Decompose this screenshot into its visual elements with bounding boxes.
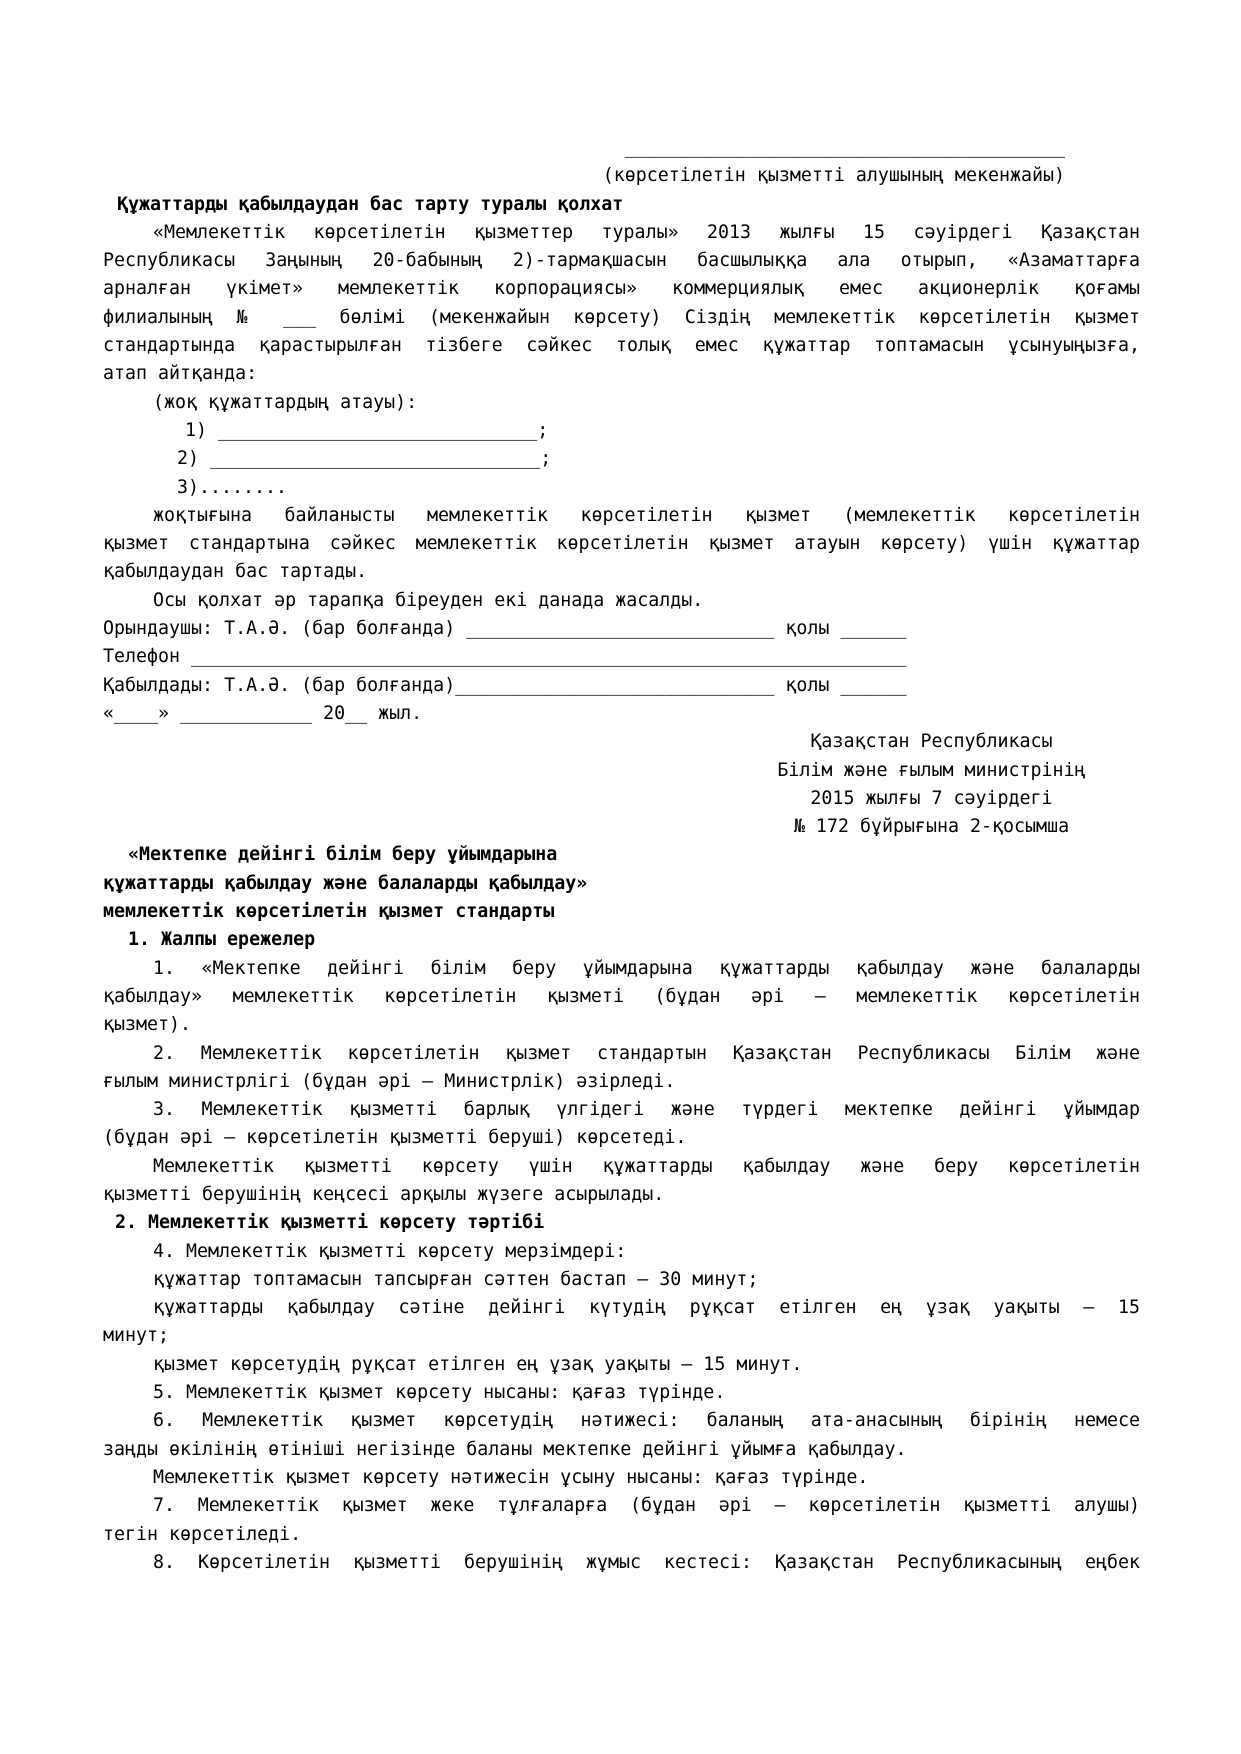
standard-title-line: мемлекеттік көрсетілетін қызмет стандарты	[103, 901, 555, 923]
clause-5-line: 5. Мемлекеттік қызмет көрсету нысаны: қағаз түрінде.	[153, 1382, 726, 1404]
refusal-paragraph-line: жоқтығына байланысты мемлекеттік көрсетілетін қызмет (мемлекеттік көрсетілетін	[153, 504, 1140, 526]
missing-doc-blank-2: 2) ______________________________;	[177, 448, 552, 470]
intro-paragraph-line: филиалының № ___ бөлімі (мекенжайын көрсету) Сіздің мемлекеттік көрсетілетін қызмет	[103, 306, 1140, 328]
intro-paragraph-line: стандартында қарастырылған тізбеге сәйкес толық емес құжаттар топтамасын ұсынуыңызға,	[103, 335, 1140, 357]
clause-8-line: 8. Көрсетілетін қызметті берушінің жұмыс кестесі: Қазақстан Республикасының еңбек	[153, 1551, 1140, 1573]
section-1-heading: 1. Жалпы ережелер	[128, 929, 316, 951]
clause-6-note-line: Мемлекеттік қызмет көрсету нәтижесін ұсыну нысаны: қағаз түрінде.	[153, 1466, 869, 1488]
standard-title-line: құжаттарды қабылдау және балаларды қабылдау»	[103, 872, 588, 894]
clause-4-item-line: минут;	[103, 1325, 170, 1347]
refusal-paragraph-line: қабылдаудан бас тартады.	[103, 561, 368, 583]
phone-line: Телефон _________________________________________________________________	[103, 646, 907, 668]
clause-1-line: қызмет).	[103, 1014, 192, 1036]
clause-3-note-line: қызметті берушінің кеңсесі арқылы жүзеге асырылады.	[103, 1183, 665, 1205]
clause-1-line: қабылдау» мемлекеттік көрсетілетін қызметі (бұдан әрі – мемлекеттік көрсетілетін	[103, 985, 1140, 1007]
date-blank-line: «____» ____________ 20__ жыл.	[103, 702, 423, 724]
ministry-attribution-line: № 172 бұйрығына 2-қосымша	[793, 816, 1070, 838]
document-body	[103, 134, 1140, 1577]
intro-paragraph-line: арналған үкімет» мемлекеттік корпорациясы» коммерциялық емес акционерлік қоғамы	[103, 278, 1140, 300]
intro-paragraph-line: Республикасы Заңының 20-бабының 2)-тармақшасын басшылыққа ала отырып, «Азаматтарға	[103, 250, 1140, 272]
clause-4-item-line: қызмет көрсетудің рұқсат етілген ең ұзақ уақыты – 15 минут.	[153, 1353, 803, 1375]
clause-1-line: 1. «Мектепке дейінгі білім беру ұйымдарына құжаттарды қабылдау және балаларды	[153, 957, 1140, 979]
copies-note-line: Осы қолхат әр тарапқа біреуден екі данада жасалды.	[153, 589, 704, 611]
receiver-signature-line: Қабылдады: Т.А.Ә. (бар болғанда)_____________________________ қолы ______	[103, 674, 907, 696]
addressee-caption: (көрсетілетін қызметті алушының мекенжайы)	[602, 165, 1065, 187]
ministry-attribution-line: 2015 жылғы 7 сәуірдегі	[810, 787, 1053, 809]
clause-6-line: заңды өкілінің өтініші негізінде баланы мектепке дейінгі ұйымға қабылдау.	[103, 1438, 907, 1460]
clause-6-line: 6. Мемлекеттік қызмет көрсетудің нәтижесі: баланың ата-анасының бірінің немесе	[153, 1410, 1140, 1432]
clause-4-line: 4. Мемлекеттік қызметті көрсету мерзімдері:	[153, 1240, 627, 1262]
clause-4-item-line: құжаттарды қабылдау сәтіне дейінгі күтудің рұқсат етілген ең ұзақ уақыты – 15	[153, 1297, 1140, 1319]
clause-7-line: тегін көрсетіледі.	[103, 1523, 302, 1545]
section-2-heading: 2. Мемлекеттік қызметті көрсету тәртібі	[115, 1212, 545, 1234]
ministry-attribution-line: Білім және ғылым министрінің	[777, 759, 1086, 781]
clause-3-note-line: Мемлекеттік қызметті көрсету үшін құжаттарды қабылдау және беру көрсетілетін	[153, 1155, 1140, 1177]
ministry-attribution-line: Қазақстан Республикасы	[810, 731, 1053, 753]
missing-doc-blank-3: 3)........	[177, 476, 288, 498]
intro-paragraph-line: «Мемлекеттік көрсетілетін қызметтер туралы» 2013 жылғы 15 сәуірдегі Қазақстан	[153, 221, 1140, 243]
intro-paragraph-line: атап айтқанда:	[103, 363, 258, 385]
clause-7-line: 7. Мемлекеттік қызмет жеке тұлғаларға (бұдан әрі – көрсетілетін қызметті алушы)	[153, 1495, 1140, 1517]
refusal-paragraph-line: қызмет стандартына сәйкес мемлекеттік көрсетілетін қызмет атауын көрсету) үшін құжаттар	[103, 533, 1140, 555]
missing-docs-caption: (жоқ құжаттардың атауы):	[153, 391, 418, 413]
receipt-title: Құжаттарды қабылдаудан бас тарту туралы қолхат	[117, 193, 624, 215]
clause-2-line: 2. Мемлекеттік көрсетілетін қызмет стандартын Қазақстан Республикасы Білім және	[153, 1042, 1140, 1064]
clause-2-line: ғылым министрлігі (бұдан әрі – Министрлік) әзірледі.	[103, 1070, 676, 1092]
standard-title-line: «Мектепке дейінгі білім беру ұйымдарына	[128, 844, 558, 866]
executor-signature-line: Орындаушы: Т.А.Ә. (бар болғанда) ____________________________ қолы ______	[103, 618, 907, 640]
addressee-underline: ________________________________________	[624, 137, 1065, 158]
clause-3-line: 3. Мемлекеттік қызметті барлық үлгідегі және түрдегі мектепке дейінгі ұйымдар	[153, 1099, 1140, 1121]
clause-4-item-line: құжаттар топтамасын тапсырған сәттен бастап – 30 минут;	[153, 1268, 759, 1290]
clause-3-line: (бұдан әрі – көрсетілетін қызметті беруші) көрсетеді.	[103, 1127, 687, 1149]
missing-doc-blank-1: 1) _____________________________;	[185, 419, 549, 441]
